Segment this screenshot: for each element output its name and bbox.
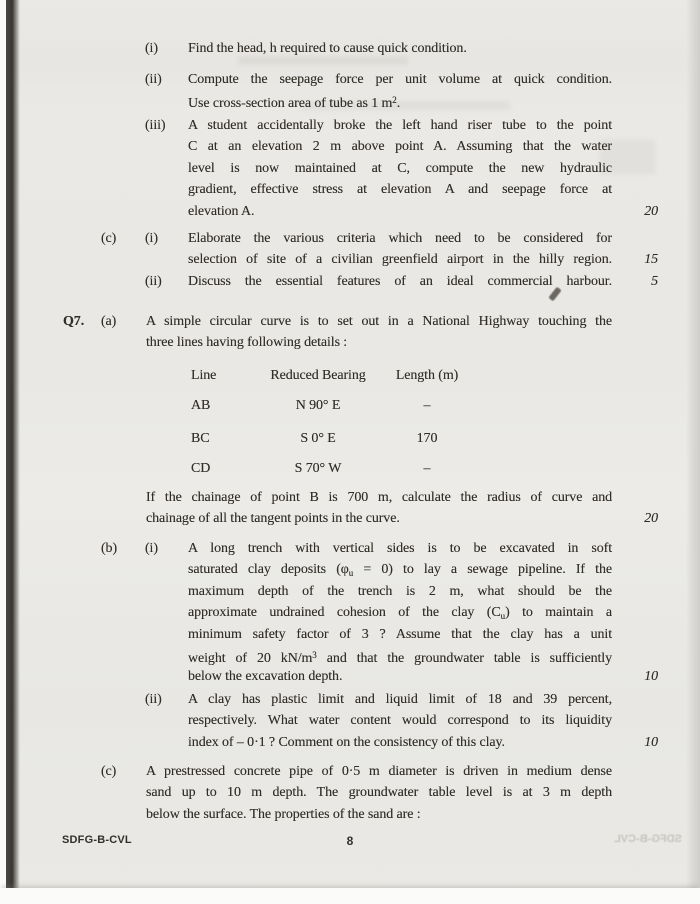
table-cell: –	[423, 398, 431, 413]
question-item	[0, 689, 700, 753]
text-line: minimum safety factor of 3 ? Assume that the clay has a unit	[188, 626, 612, 642]
subpart-label: (ii)	[145, 692, 162, 707]
question-item	[0, 538, 700, 688]
part-label: (c)	[101, 231, 117, 246]
question-item	[0, 487, 700, 530]
text-line: chainage of all the tangent points in the curve.	[146, 511, 400, 527]
text-line: level is now maintained at C, compute the new hydraulic	[188, 160, 612, 176]
marks-value: 15	[644, 252, 658, 268]
question-text	[188, 689, 612, 753]
marks-value: 20	[644, 511, 658, 527]
text-line: If the chainage of point B is 700 m, calculate the radius of curve and	[146, 490, 612, 505]
question-item	[0, 271, 700, 292]
text-line: C at an elevation 2 m above point A. Assuming that the water	[188, 139, 612, 155]
subpart-label: (i)	[145, 41, 158, 56]
question-text	[188, 69, 612, 112]
question-item	[0, 761, 700, 825]
question-item	[0, 38, 700, 59]
details-table	[0, 365, 700, 481]
table-cell: BC	[191, 431, 210, 446]
text-line: Compute the seepage force per unit volume at quick condition.	[188, 72, 612, 87]
superscript: 2	[392, 95, 397, 106]
part-label: (c)	[101, 764, 117, 779]
subpart-label: (iii)	[145, 118, 166, 133]
text-line: elevation A.	[188, 203, 255, 219]
text-line: Find the head, h required to cause quick condition.	[188, 41, 467, 56]
question-text	[146, 761, 612, 825]
text-line: A long trench with vertical sides is to be excavated in soft	[188, 541, 612, 556]
part-label: (b)	[101, 541, 118, 556]
table-header: Reduced Bearing	[270, 368, 366, 383]
table-cell: S 70° W	[294, 461, 342, 476]
text-line: gradient, effective stress at elevation A and seepage force at	[188, 182, 612, 198]
text-line: below the excavation depth.	[188, 669, 343, 685]
table-cell: 170	[416, 431, 438, 446]
table-cell: –	[423, 461, 431, 476]
text-line: Use cross-section area of tube as 1 $m^2$.	[188, 95, 401, 112]
table-cell: CD	[191, 461, 211, 476]
subpart-label: (i)	[145, 541, 158, 556]
subscript: u	[348, 568, 354, 579]
subpart-label: (ii)	[145, 274, 162, 289]
subpart-label: (i)	[145, 231, 158, 246]
question-text	[188, 271, 612, 292]
text-line: below the surface. The properties of the sand are :	[146, 806, 421, 822]
question-text	[146, 487, 612, 530]
superscript: 3	[312, 649, 317, 660]
table-header: Line	[191, 368, 217, 383]
question-number: Q7.	[63, 314, 85, 329]
text-line: Discuss the essential features of an ideal commercial harbour.	[188, 274, 612, 289]
part-label: (a)	[101, 314, 117, 329]
text-line: weight of 20 $kN/m^3$ and that the groundwater table is sufficiently	[188, 649, 612, 666]
scan-margin-bottom	[0, 888, 700, 904]
subscript: u	[500, 611, 506, 622]
question-item	[0, 311, 700, 354]
bleed-through-text: SDFG-B-CVL	[614, 833, 682, 845]
text-line: selection of site of a civilian greenfield airport in the hilly region.	[188, 252, 612, 268]
question-item	[0, 228, 700, 271]
text-line: A clay has plastic limit and liquid limit of 18 and 39 percent,	[188, 692, 612, 707]
question-text	[188, 38, 612, 59]
text-line: A student accidentally broke the left hand riser tube to the point	[188, 118, 612, 133]
table-cell: S 0° E	[300, 431, 336, 446]
text-line: three lines having following details :	[146, 335, 348, 351]
text-line: maximum depth of the trench is 2 m, what should be the	[188, 583, 612, 599]
text-line: sand up to 10 m depth. The groundwater table level is at 3 m depth	[146, 785, 612, 801]
text-line: respectively. What water content would correspond to its liquidity	[188, 713, 612, 729]
table-header: Length (m)	[395, 368, 459, 383]
marks-value: 10	[644, 669, 658, 685]
table-cell: N 90° E	[295, 398, 341, 413]
question-text	[188, 538, 612, 688]
question-item	[0, 69, 700, 112]
question-text	[188, 228, 612, 271]
text-line: saturated clay deposits $(\varphi_u = 0)$ to lay a sewage pipeline. If the	[188, 562, 612, 579]
text-line: index of – 0·1 ? Comment on the consistency of this clay.	[188, 734, 505, 750]
text-line: A prestressed concrete pipe of 0·5 m diameter is driven in medium dense	[146, 764, 612, 779]
marks-value: 20	[644, 203, 658, 219]
page-number: 8	[346, 834, 354, 848]
marks-value: 10	[644, 734, 658, 750]
marks-value: 5	[651, 274, 658, 289]
text-line: Elaborate the various criteria which need to be considered for	[188, 231, 612, 246]
table-cell: AB	[191, 398, 211, 413]
subpart-label: (ii)	[145, 72, 162, 87]
question-text	[146, 311, 612, 354]
text-line: A simple circular curve is to set out in a National Highway touching the	[146, 314, 612, 329]
question-text	[188, 115, 612, 222]
text-line: approximate undrained cohesion of the clay $(C_u)$ to maintain a	[188, 605, 612, 622]
question-item	[0, 115, 700, 222]
booklet-code: SDFG-B-CVL	[62, 834, 132, 846]
